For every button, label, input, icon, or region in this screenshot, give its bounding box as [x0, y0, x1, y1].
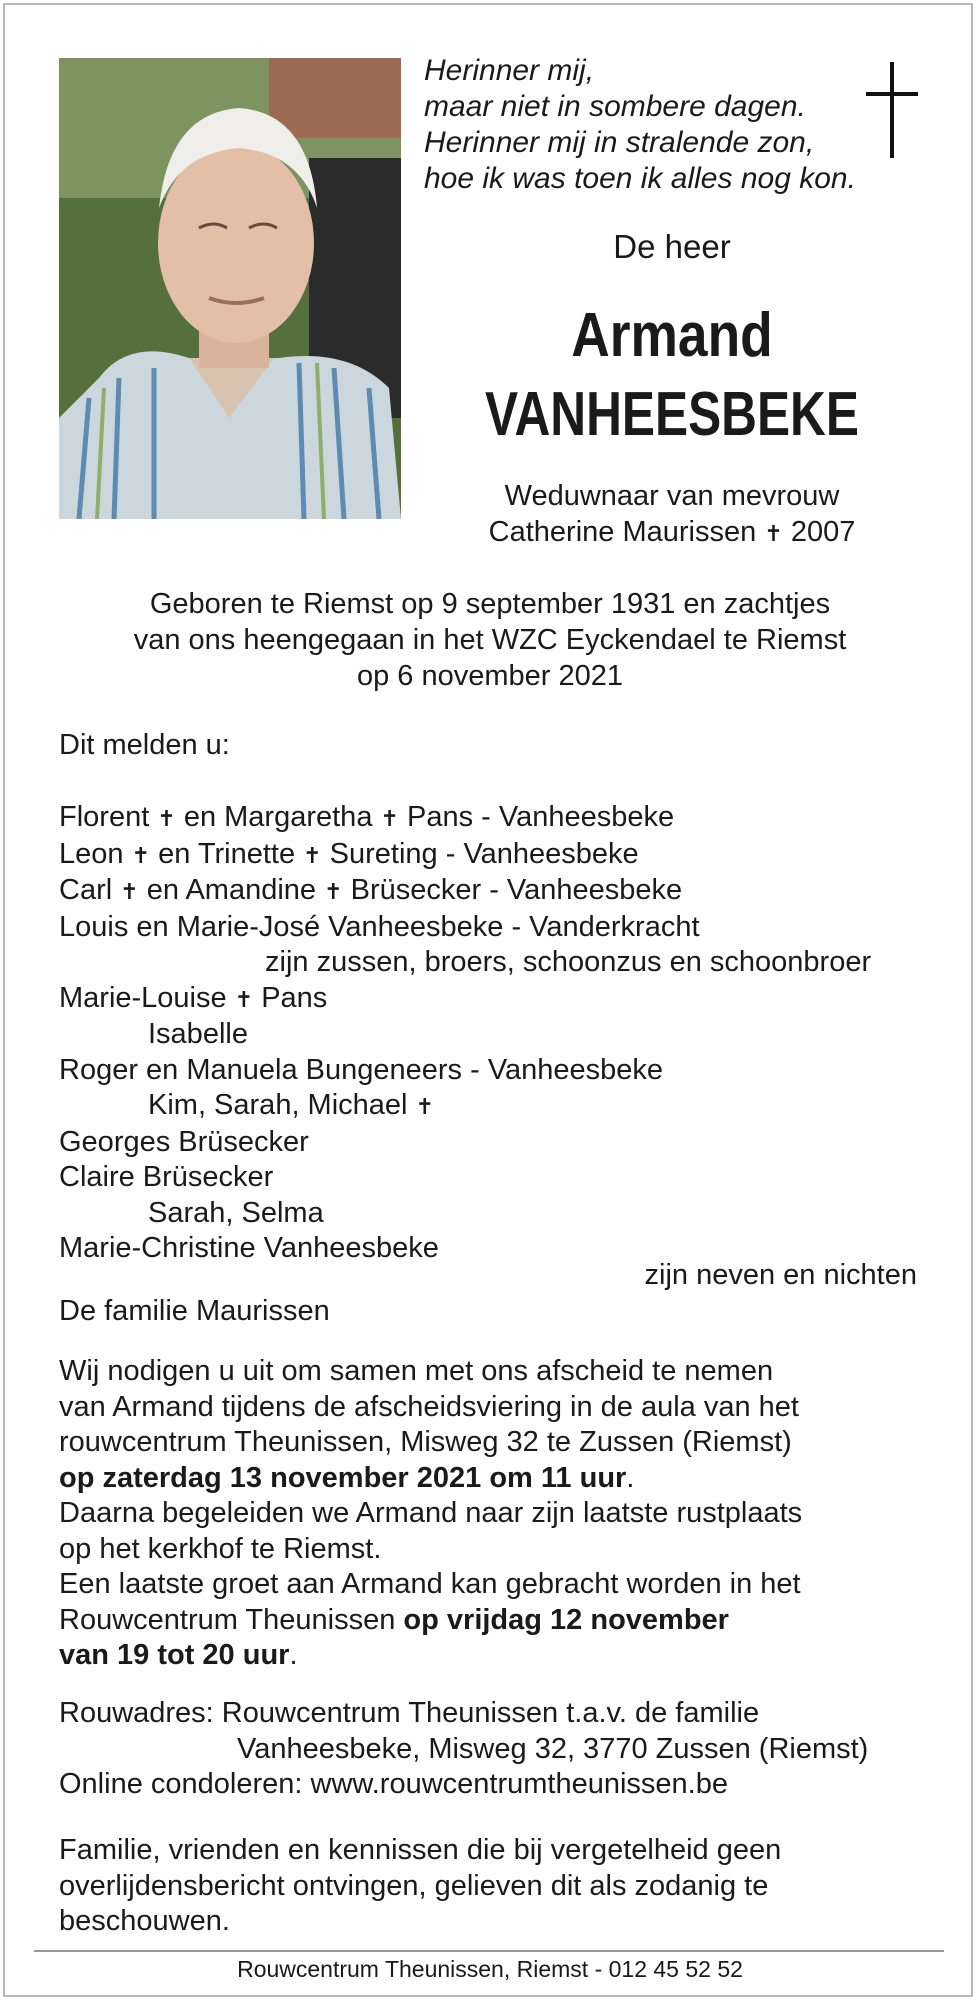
family-line: Marie-Christine Vanheesbeke — [59, 1232, 439, 1264]
family-line: Georges Brüsecker — [59, 1125, 309, 1158]
announce-line: Dit melden u: — [59, 729, 230, 761]
deceased-last-name: VANHEESBEKE — [485, 380, 859, 449]
family-line: Roger en Manuela Bungeneers - Vanheesbeke — [59, 1053, 664, 1086]
spouse-year: 2007 — [790, 516, 856, 548]
ceremony-date: op zaterdag 13 november 2021 om 11 uur — [59, 1461, 627, 1494]
deceased-cross-icon: ✝ — [380, 806, 399, 831]
deceased-cross-icon: ✝ — [131, 842, 151, 868]
family-line: Carl ✝ en Amandine ✝ Brüsecker - Vanheesbeke — [59, 874, 683, 906]
spouse-line: Weduwnaar van mevrouw — [504, 480, 840, 512]
born-line-1: Geboren te Riemst op 9 september 1931 en zachtjes — [149, 588, 831, 620]
spouse-info — [424, 478, 920, 552]
family-role: zijn zussen, broers, schoonzus en schoonbroer — [265, 946, 872, 978]
deceased-first-name: Armand — [571, 301, 773, 370]
deceased-cross-icon: ✝ — [324, 879, 343, 904]
memorial-poem: Herinner mij, maar niet in sombere dagen. Herinner mij in stralende zon, hoe ik was toen ik alles nog kon. — [424, 54, 856, 195]
family-line: Kim, Sarah, Michael ✝ — [148, 1089, 434, 1121]
family-list — [59, 800, 871, 1267]
deceased-cross-icon: ✝ — [303, 842, 322, 868]
family-line: Claire Brüsecker — [59, 1161, 274, 1193]
honorific: De heer — [613, 228, 731, 265]
funeral-invitation: Wij nodigen u uit om samen met ons afscheid te nemen van Armand tijdens de afscheidsviering in de aula van het rouwcentrum Theunissen, Misweg 32 te Zussen (Riemst) op zaterdag 13 november 2021 om 11 uur. Daarna begeleiden we Armand naar zijn laatste rustplaats op het kerkhof te Riemst. Een laatste groet aan Armand kan gebracht worden in het Rouwcentrum Theunissen op vrijdag 12 november van 19 tot 20 uur. — [59, 1355, 803, 1671]
footer-contact: Rouwcentrum Theunissen, Riemst - 012 45 52 52 — [237, 1956, 743, 1982]
birth-death-info — [60, 586, 920, 694]
family-line: Marie-Louise ✝ Pans — [59, 981, 328, 1014]
notice-block: Familie, vrienden en kennissen die bij vergetelheid geen overlijdensbericht ontvingen, gelieven dit als zodanig te beschouwen. — [59, 1834, 782, 1937]
family-line: Louis en Marie-José Vanheesbeke - Vanderkracht — [59, 910, 700, 943]
family-line: Leon ✝ en Trinette ✝ Sureting - Vanheesbeke — [59, 837, 639, 870]
footer-divider — [34, 1950, 944, 1952]
family-role: zijn neven en nichten — [644, 1259, 917, 1291]
family-line: Isabelle — [148, 1018, 248, 1050]
born-line-2: van ons heengegaan in het WZC Eyckendael te Riemst — [133, 624, 847, 656]
spouse-name-line — [424, 514, 920, 552]
deceased-cross-icon: ✝ — [157, 806, 176, 831]
deceased-cross-icon: ✝ — [234, 986, 254, 1012]
deceased-cross-icon: ✝ — [764, 521, 783, 546]
cross-icon — [866, 62, 918, 158]
deceased-cross-icon: ✝ — [415, 1094, 434, 1119]
visitation-date: op vrijdag 12 november — [403, 1603, 729, 1636]
spouse-name: Catherine Maurissen — [488, 516, 757, 548]
family-line: Florent ✝ en Margaretha ✝ Pans - Vanheesbeke — [59, 801, 675, 833]
family-line: Sarah, Selma — [148, 1196, 324, 1229]
condolence-link: Online condoleren: www.rouwcentrumtheunissen.be — [59, 1768, 728, 1800]
address-block: Rouwadres: Rouwcentrum Theunissen t.a.v. de familie Vanheesbeke, Misweg 32, 3770 Zussen (Riemst) Online condoleren: www.rouwcentrumtheunissen.be — [59, 1696, 868, 1803]
portrait-illustration — [59, 58, 401, 519]
deceased-cross-icon: ✝ — [120, 879, 139, 904]
visitation-time: van 19 tot 20 uur — [59, 1639, 290, 1671]
portrait-photo — [59, 58, 401, 519]
born-line-3: op 6 november 2021 — [356, 660, 624, 692]
family-line: De familie Maurissen — [59, 1295, 330, 1327]
